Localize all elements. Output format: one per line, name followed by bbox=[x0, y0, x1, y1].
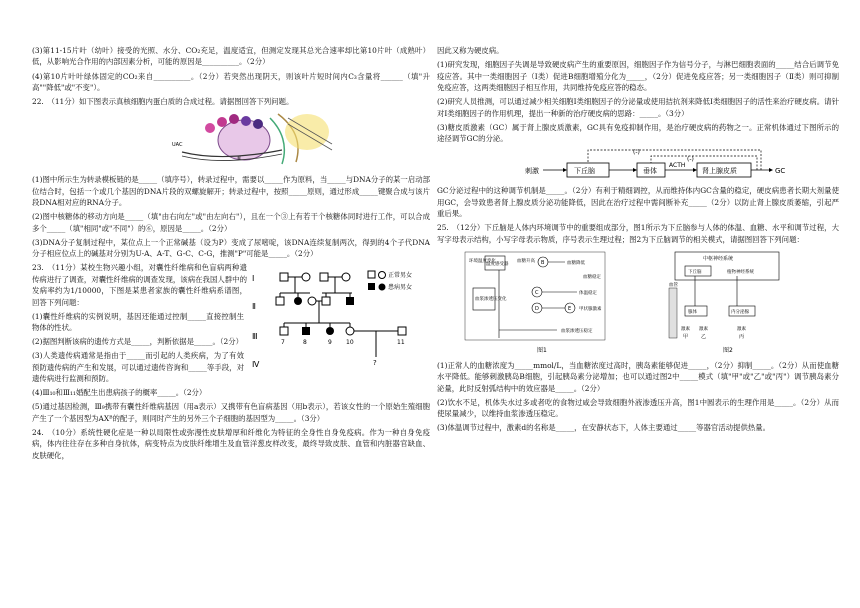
affected-female bbox=[294, 297, 302, 305]
question-text: 因此又称为硬皮病。 bbox=[437, 46, 504, 55]
pedigree-chart bbox=[250, 267, 430, 387]
hypothalamus-label: 下丘脑 bbox=[688, 269, 702, 275]
regulation-figures bbox=[437, 248, 839, 358]
question-text: (3)人类遗传病通常是指由于_____而引起的人类疾病，为了有效预防遗传病的产生和发展，可以通过遗传咨询和_____等手段，对遗传病进行监测和预防。 bbox=[32, 351, 244, 384]
legend-normal: 正常男女 bbox=[388, 271, 413, 279]
right-column bbox=[437, 45, 839, 436]
individual-number: 11 bbox=[397, 338, 405, 346]
generation-label: Ⅳ bbox=[252, 359, 260, 369]
translation-diagram bbox=[32, 110, 430, 172]
normal-male bbox=[280, 273, 288, 281]
cns-label: 中枢神经系统 bbox=[703, 255, 734, 262]
question-text: (5)通过基因检测，Ⅲ₉携带有囊性纤维病基因（用a表示）又携带有色盲病基因（用b表示），若该女性的一个原始生殖细胞产生了一个基因型为AXᴮ的配子，则同时产生的另外三个子细胞的基因型为_____。（3分） bbox=[32, 402, 430, 423]
osm-stable-label: 血浆渗透压稳定 bbox=[561, 328, 593, 334]
figure-2-caption: 图2 bbox=[723, 346, 733, 354]
glucose-down-label: 血糖降低 bbox=[567, 260, 585, 266]
receptor-label: 温度感受器 bbox=[486, 261, 509, 267]
question-text: (3)体温调节过程中，激素d的名称是_____，在安静状态下，人体主要通过_____等器官活动提供热量。 bbox=[437, 423, 771, 433]
hormone-label: 激素 bbox=[681, 326, 690, 332]
hormone-label: 激素 bbox=[737, 326, 746, 332]
glucose-high-label: 血糖升高 bbox=[517, 258, 535, 264]
question-text: (1)图中所示生为转录模板链的是_____（填序号），转录过程中，需要以_____作为原料，当_____与DNA分子的某一启动部位结合时，包括一个或几个基因的DNA片段的双螺旋解开；转录过程中，按照_____原则，通过形成_____键聚合成与该片段DNA相对应的RNA分子。 bbox=[32, 175, 430, 208]
individual-number: 9 bbox=[328, 338, 332, 346]
left-column bbox=[32, 45, 430, 464]
temp-stable-label: 体温稳定 bbox=[579, 290, 597, 296]
legend-affected: 患病男女 bbox=[388, 283, 413, 291]
question-text: (1)研究发现，细胞因子失调是导致硬皮病产生的重要原因，细胞因子作为信号分子，与淋巴细胞表面的_____结合后调节免疫应答。其中一类细胞因子（Ⅰ类）促进B细胞增殖分化为_____，（2分）促进免疫应答；另一类细胞因子（Ⅱ类）则可抑制免疫应答，这两类细胞因子相互作用，共同维持免疫应答的稳态。 bbox=[437, 60, 839, 92]
glucose-stable-label: 血糖稳定 bbox=[583, 274, 601, 280]
unknown-child: ? bbox=[373, 358, 377, 367]
circle-number: ⑥ bbox=[237, 156, 242, 163]
mode-b: 乙 bbox=[701, 333, 707, 340]
question-text: (3)第11-15片叶（幼叶）接受的光照、水分、CO₂充足，温度适宜，但测定发现其总光合速率却比第10片叶（成熟叶）低，从影响光合作用的内部因素分析，可能的原因是__________。（2分） bbox=[32, 46, 430, 67]
generation-label: Ⅲ bbox=[252, 331, 258, 341]
affected-male bbox=[346, 297, 354, 305]
question-header: 23. （11分）某校生物兴趣小组，对囊性纤维病和色盲病两种遗传病进行了调查，对囊性纤维病的调查发现，该病在我国人群中的发病率约为1/10000，下图是某患者家族的囊性纤维病系谱图，回答下列问题： bbox=[32, 263, 247, 307]
question-text: (3)DNA分子复制过程中，某位点上一个正常碱基（设为P）变成了尿嘧啶，该DNA连续复制两次，得到的4个子代DNA分子相应位点上的碱基对分别为U-A、A-T、G-C、C-G，推测"P"可能是_____。（2分） bbox=[32, 237, 430, 259]
figure-1-caption: 图1 bbox=[537, 346, 547, 354]
mode-a: 甲 bbox=[683, 333, 689, 340]
svg-text:E: E bbox=[568, 305, 572, 312]
individual-number: 8 bbox=[303, 338, 307, 346]
question-text: (2)研究人员推测，可以通过减少相关细胞Ⅰ类细胞因子的分泌量或使用拮抗剂来降低Ⅰ类细胞因子的活性来治疗硬皮病。请针对Ⅰ类细胞因子的作用机理，提出一种新的治疗硬皮病的思路：_____。（3分） bbox=[437, 97, 839, 118]
endocrine-label: 内分泌腺 bbox=[731, 309, 749, 315]
question-header: 24. （10分）系统性硬化症是一种以局限性或弥漫性皮肤增厚和纤维化为特征的全身性自身免疫病。作为一种自身免疫病，体内往往存在多种自身抗体，病变特点为皮肤纤维增生及血管洋葱皮样改变，最终导致皮肤、血管和内脏器官缺血、皮肤硬化， bbox=[32, 427, 430, 460]
question-text: (1)囊性纤维病的实例说明，基因还能通过控制_____直接控制生物体的性状。 bbox=[32, 311, 244, 333]
blood-vessel-label: 血管 bbox=[669, 282, 678, 288]
question-text: (2)图中核糖体的移动方向是_____（填"由右向左"或"由左向右"），且在一个③上有若干个核糖体同时进行工作，可以合成多个_____（填"相同"或"不同"）的⑥，原因是_____。（2分） bbox=[32, 212, 430, 233]
figure-1 bbox=[465, 252, 605, 354]
mode-c: 丙 bbox=[739, 333, 745, 340]
negative-feedback: (-) bbox=[687, 156, 694, 164]
negative-feedback: (-) bbox=[633, 149, 640, 157]
individual-number: 7 bbox=[281, 338, 285, 346]
gc-regulation-diagram bbox=[437, 147, 839, 183]
figure-2 bbox=[669, 252, 779, 354]
question-header: 25. （12分）下丘脑是人体内环境调节中的重要组成部分，图1所示为下丘脑参与人体的体温、血糖、水平和调节过程，大写字母表示结构，小写字母表示物质，序号表示生理过程；图2为下丘脑调节的相关模式，请据图回答下列问题： bbox=[437, 223, 839, 244]
generation-label: Ⅰ bbox=[252, 273, 255, 283]
codon-label: UAC bbox=[172, 142, 183, 149]
acth-label: ACTH bbox=[669, 162, 686, 170]
svg-text:D: D bbox=[535, 305, 539, 312]
normal-female bbox=[302, 273, 310, 281]
autonomic-label: 植物神经系统 bbox=[727, 269, 754, 275]
question-text: GC分泌过程中的这种调节机制是_____。（2分）有利于精细调控，从而维持体内GC含量的稳定，硬皮病患者长期大剂量使用GC，会导致患者肾上腺皮质分泌功能降低，因此在治疗过程中需间断补充_____（2分）以防止肾上腺皮质萎缩，引起严重后果。 bbox=[437, 186, 839, 219]
hypothalamus-box: 下丘脑 bbox=[574, 167, 595, 176]
question-text: (1)正常人的血糖浓度为_____mmol/L，当血糖浓度过高时，胰岛素能够促进_____，（2分）抑制_____。（2分）从而使血糖水平降低。能够刺激胰岛B细胞，引起胰岛素分泌增加；也可以通过图2中_____模式（填"甲"或"乙"或"丙"）调节胰岛素分泌量，此时反射弧结构中的效应器是_____。（2分） bbox=[437, 360, 839, 393]
question-text: (4)第10片叶叶绿体固定的CO₂来自__________。（2分）若突然出现阴天，则该叶片短时间内C₃含量将______（填"升高""降低"或"不变"）。 bbox=[32, 71, 430, 92]
individual-number: 10 bbox=[346, 338, 354, 346]
protein-synthesis-figure bbox=[32, 110, 430, 172]
gc-label: GC bbox=[775, 167, 786, 176]
stimulus-label: 刺激 bbox=[525, 167, 539, 176]
adrenal-box: 肾上腺皮质 bbox=[702, 167, 737, 176]
hormone-label: 激素 bbox=[699, 326, 708, 332]
generation-label: Ⅱ bbox=[252, 301, 256, 311]
svg-text:B: B bbox=[541, 259, 545, 266]
question-text: (4)Ⅲ₁₀和Ⅲ₁₁婚配生出患病孩子的概率_____。（2分） bbox=[32, 388, 207, 398]
thyroid-label: 甲状腺激素 bbox=[579, 306, 602, 312]
env-label: 环境温度变化 bbox=[469, 258, 496, 264]
osmotic-label: 血浆渗透压变化 bbox=[475, 296, 507, 302]
question-text: (2)饮水不足，机体失水过多或者吃的食物过咸会导致细胞外液渗透压升高，图1中圆表示的生理作用是_____。（2分）从而使尿量减少，以维持血浆渗透压稳定。 bbox=[437, 397, 839, 419]
gland-label: 腺体 bbox=[688, 309, 697, 315]
question-header: 22. （11分）如下图表示真核细胞内蛋白质的合成过程。请据图回答下列问题。 bbox=[32, 97, 294, 107]
svg-text:C: C bbox=[535, 289, 539, 296]
pituitary-box: 垂体 bbox=[643, 167, 657, 176]
question-text: (2)据图判断该病的遗传方式是_____，判断依据是_____。（2分） bbox=[32, 337, 244, 347]
question-text: (3)糖皮质激素（GC）属于肾上腺皮质激素，GC具有免疫抑制作用，是治疗硬皮病的药物之一。正常机体通过下图所示的途径调节GC的分泌。 bbox=[437, 122, 839, 144]
